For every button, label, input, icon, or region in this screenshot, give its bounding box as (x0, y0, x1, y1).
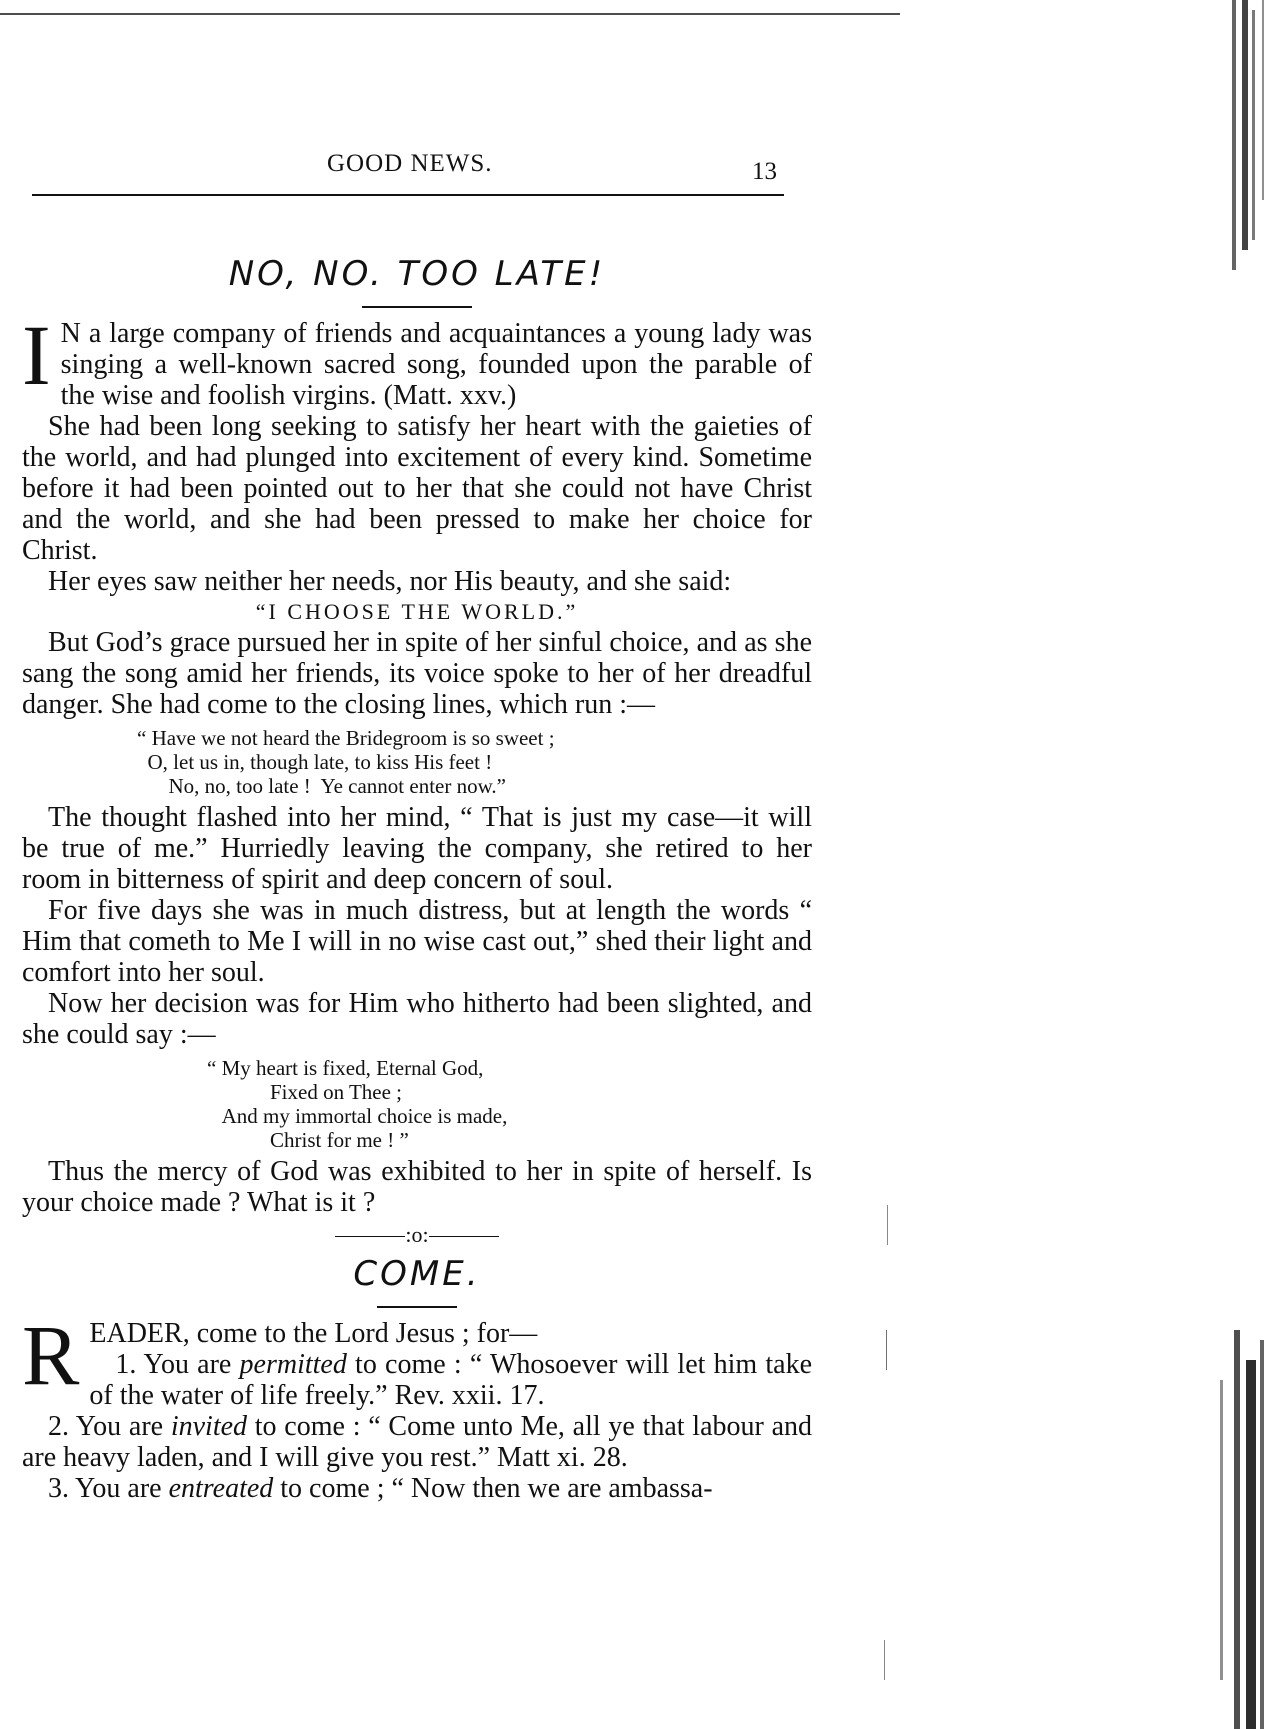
list-item: 1. You are permitted to come : “ Whosoever will let him take of the water of life freely.” Rev. xxii. 17. (89, 1349, 812, 1411)
verse-line: “ Have we not heard the Bridegroom is so sweet ; (137, 726, 555, 750)
paragraph: Now her decision was for Him who hitherto had been slighted, and she could say :— (22, 988, 812, 1050)
margin-tick (884, 1640, 885, 1680)
article-title: COME. (353, 1254, 481, 1294)
paragraph: READER, come to the Lord Jesus ; for— (22, 1307, 538, 1403)
list-item: 2. You are invited to come : “ Come unto Me, all ye that labour and are heavy laden, and I will give you rest.” Matt xi. 28. (22, 1411, 812, 1473)
paragraph: She had been long seeking to satisfy her heart with the gaieties of the world, and had plunged into excitement of every kind. Sometime before it had been pointed out to her that she could not have Christ and the world, and she had been pressed to make her choice for Christ. (22, 411, 812, 566)
verse-line: No, no, too late ! Ye cannot enter now.” (137, 774, 506, 798)
scan-edge-marks (1190, 0, 1280, 1729)
margin-tick (887, 1205, 888, 1245)
margin-tick (886, 1330, 887, 1370)
page (22, 150, 812, 1504)
article-title: NO, NO. TOO LATE! (228, 254, 606, 294)
drop-cap: R (22, 1307, 80, 1403)
header-rule (32, 194, 784, 196)
running-head (22, 150, 812, 188)
list-item: 3. You are entreated to come ; “ Now then we are ambassa- (48, 1473, 713, 1504)
section-divider: :o: (22, 1222, 812, 1248)
verse (22, 726, 812, 798)
drop-cap: I (22, 307, 51, 403)
paragraph: For five days she was in much distress, but at length the words “ Him that cometh to Me I will in no wise cast out,” shed their light and comfort into her soul. (22, 895, 812, 988)
paragraph: Her eyes saw neither her needs, nor His beauty, and she said: (48, 566, 732, 597)
paragraph: I N a large company of friends and acquaintances a young lady was singing a well-known sacred song, founded upon the parable of the wise and foolish virgins. (Matt. xxv.) (22, 307, 812, 411)
paragraph: Thus the mercy of God was exhibited to her in spite of herself. Is your choice made ? What is it ? (22, 1156, 812, 1218)
verse-line: Fixed on Thee ; (207, 1080, 403, 1104)
title-rule (362, 306, 472, 308)
verse-line: And my immortal choice is made, (207, 1104, 508, 1128)
running-title: GOOD NEWS. (327, 150, 493, 177)
verse-line: O, let us in, though late, to kiss His feet ! (137, 750, 493, 774)
top-edge-rule (0, 13, 900, 15)
verse-line: “ My heart is fixed, Eternal God, (207, 1056, 484, 1080)
quote-line: “I CHOOSE THE WORLD.” (255, 599, 579, 624)
verse-line: Christ for me ! ” (207, 1128, 409, 1152)
paragraph: The thought flashed into her mind, “ That is just my case—it will be true of me.” Hurriedly leaving the company, she retired to her room in bitterness of spirit and deep concern of soul. (22, 802, 812, 895)
title-rule (377, 1306, 457, 1308)
verse (22, 1056, 812, 1152)
page-number: 13 (752, 158, 777, 185)
paragraph: But God’s grace pursued her in spite of her sinful choice, and as she sang the song amid her friends, its voice spoke to her of her dreadful danger. She had come to the closing lines, which run :— (22, 627, 812, 720)
